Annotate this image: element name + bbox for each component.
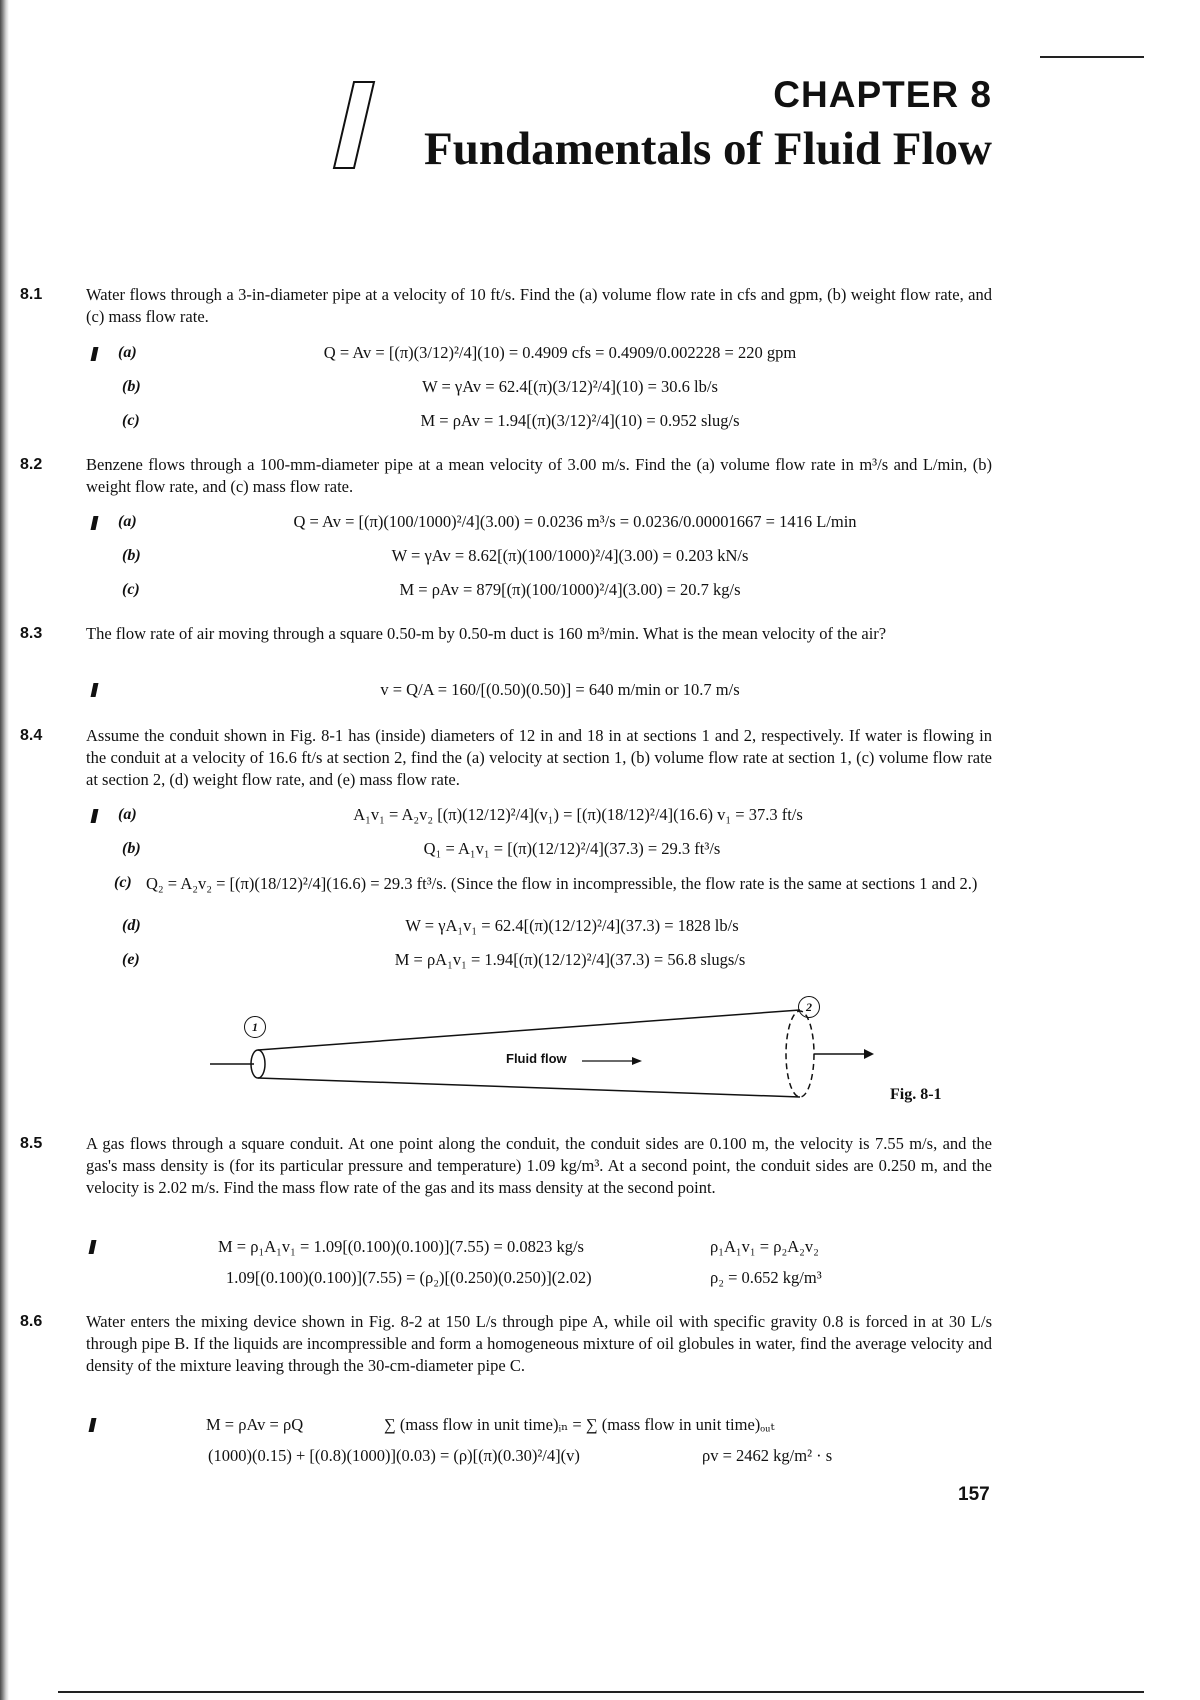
part-label: (b): [122, 378, 141, 395]
solution-mark-icon: [91, 683, 99, 697]
conduit-diagram: [200, 990, 880, 1100]
problem-statement: Assume the conduit shown in Fig. 8-1 has (inside) diameters of 12 in and 18 in at sections 1 and 2, respectively. If water is flowing in the conduit at a velocity of 16.6 ft/s at section 2, find the (a) velocity at section 1, (b) volume flow rate at section 1, (c) volume flow rate at section 2, (d) weight flow rate, and (e) mass flow rate.: [86, 726, 992, 789]
equation: M = ρA₁v₁ = 1.94[(π)(12/12)²/4](37.3) = 56.8 slugs/s: [394, 950, 746, 969]
part-label: (e): [122, 951, 140, 968]
part-label: (c): [114, 874, 132, 891]
problem-number: 8.5: [20, 1135, 43, 1152]
header-rule: [1040, 56, 1144, 58]
chapter-title: Fundamentals of Fluid Flow: [424, 123, 992, 175]
equation: A₁v₁ = A₂v₂ [(π)(12/12)²/4](v₁) = [(π)(18/12)²/4](16.6) v₁ = 37.3 ft/s: [353, 805, 803, 824]
problem-number: 8.1: [20, 286, 43, 303]
equation: Q = Av = [(π)(100/1000)²/4](3.00) = 0.0236 m³/s = 0.0236/0.00001667 = 1416 L/min: [293, 512, 857, 531]
equation: ρ₁A₁v₁ = ρ₂A₂v₂: [710, 1237, 819, 1256]
equation: ρ₂ = 0.652 kg/m³: [710, 1268, 822, 1287]
chapter-label: CHAPTER 8: [773, 74, 992, 115]
fluid-flow-label: Fluid flow: [506, 1051, 567, 1066]
section-2-marker: 2: [798, 996, 820, 1018]
figure-caption: Fig. 8-1: [890, 1086, 942, 1103]
part-label: (a): [118, 806, 137, 823]
part-label: (b): [122, 547, 141, 564]
problem-statement: Water enters the mixing device shown in Fig. 8-2 at 150 L/s through pipe A, while oil with specific gravity 0.8 is forced in at 30 L/s through pipe B. If the liquids are incompressible and form a homogeneous mixture of oil globules in water, find the average velocity and density of the mixture leaving through the 30-cm-diameter pipe C.: [86, 1312, 992, 1375]
equation: M = ρAv = 1.94[(π)(3/12)²/4](10) = 0.952 slug/s: [420, 411, 740, 430]
problem-statement: Benzene flows through a 100-mm-diameter pipe at a mean velocity of 3.00 m/s. Find the (a) volume flow rate in m³/s and L/min, (b) weight flow rate, and (c) mass flow rate.: [86, 455, 992, 496]
equation: W = γA₁v₁ = 62.4[(π)(12/12)²/4](37.3) = 1828 lb/s: [405, 916, 739, 935]
solution-mark-icon: [91, 516, 99, 530]
equation: ∑ (mass flow in unit time)ᵢₙ = ∑ (mass flow in unit time)ₒᵤₜ: [384, 1415, 775, 1434]
page-number: 157: [958, 1484, 990, 1505]
problem-statement: Water flows through a 3-in-diameter pipe at a velocity of 10 ft/s. Find the (a) volume flow rate in cfs and gpm, (b) weight flow rate, and (c) mass flow rate.: [86, 285, 992, 326]
problem-number: 8.4: [20, 727, 43, 744]
equation: M = ρ₁A₁v₁ = 1.09[(0.100)(0.100)](7.55) = 0.0823 kg/s: [218, 1237, 584, 1256]
footer-rule: [58, 1691, 1144, 1693]
solution-mark-icon: [89, 1418, 97, 1432]
scan-edge-shadow: [0, 0, 9, 1700]
part-label: (a): [118, 513, 137, 530]
problem-number: 8.2: [20, 456, 43, 473]
equation: Q = Av = [(π)(3/12)²/4](10) = 0.4909 cfs = 0.4909/0.002228 = 220 gpm: [323, 343, 797, 362]
equation: 1.09[(0.100)(0.100)](7.55) = (ρ₂)[(0.250)(0.250)](2.02): [226, 1268, 592, 1287]
equation: M = ρAv = 879[(π)(100/1000)²/4](3.00) = 20.7 kg/s: [399, 580, 741, 599]
problem-number: 8.3: [20, 625, 43, 642]
equation: W = γAv = 62.4[(π)(3/12)²/4](10) = 30.6 lb/s: [422, 377, 718, 396]
problem-statement: A gas flows through a square conduit. At one point along the conduit, the conduit sides are 0.100 m, the velocity is 7.55 m/s, and the gas's mass density is (for its particular pressure and temperature) 1.09 kg/m³. At a second point, the conduit sides are 0.250 m, and the velocity is 2.02 m/s. Find the mass flow rate of the gas and its mass density at the second point.: [86, 1134, 992, 1197]
problem-number: 8.6: [20, 1313, 43, 1330]
equation: (1000)(0.15) + [(0.8)(1000)](0.03) = (ρ)[(π)(0.30)²/4](v): [208, 1446, 580, 1465]
part-label: (d): [122, 917, 141, 934]
solution-mark-icon: [91, 347, 99, 361]
problem-statement: The flow rate of air moving through a square 0.50-m by 0.50-m duct is 160 m³/min. What is the mean velocity of the air?: [86, 624, 887, 643]
section-1-marker: 1: [244, 1016, 266, 1038]
part-label: (a): [118, 344, 137, 361]
chapter-ornament-icon: [332, 78, 376, 172]
part-label: (c): [122, 412, 140, 429]
solution-mark-icon: [89, 1240, 97, 1254]
equation: ρv = 2462 kg/m² · s: [702, 1446, 833, 1465]
equation: W = γAv = 8.62[(π)(100/1000)²/4](3.00) = 0.203 kN/s: [391, 546, 749, 565]
equation: Q₁ = A₁v₁ = [(π)(12/12)²/4](37.3) = 29.3 ft³/s: [423, 839, 721, 858]
equation: M = ρAv = ρQ: [206, 1415, 304, 1434]
equation: v = Q/A = 160/[(0.50)(0.50)] = 640 m/min or 10.7 m/s: [380, 680, 740, 699]
solution-mark-icon: [91, 809, 99, 823]
part-label: (b): [122, 840, 141, 857]
part-label: (c): [122, 581, 140, 598]
equation: Q₂ = A₂v₂ = [(π)(18/12)²/4](16.6) = 29.3 ft³/s. (Since the flow in incompressible, the flow rate is the same at sections 1 and 2.): [146, 874, 978, 893]
